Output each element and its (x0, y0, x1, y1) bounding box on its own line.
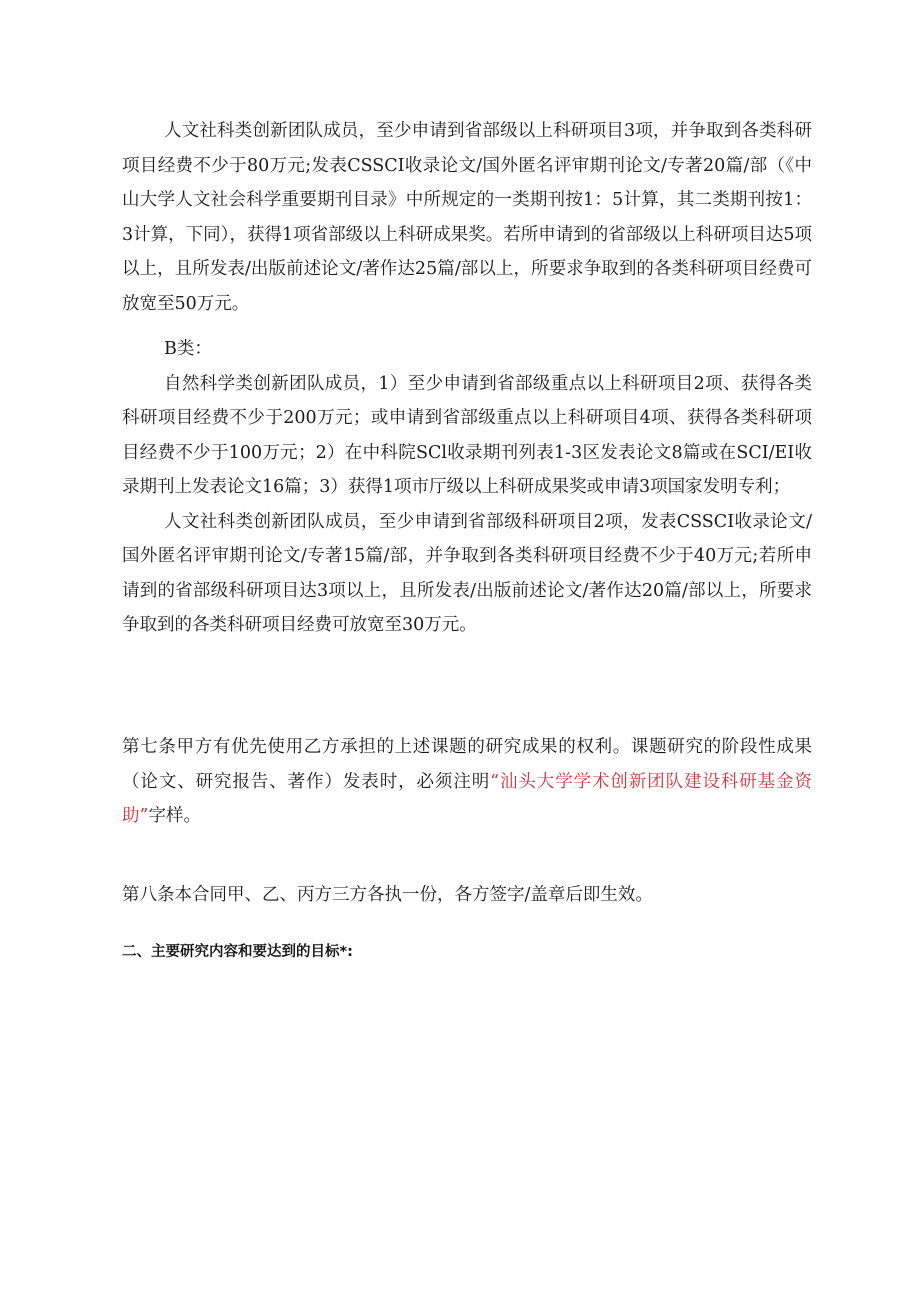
article-7-text: 第七条甲方有优先使用乙方承担的上述课题的研究成果的权利。课题研究的阶段性成果（论文、研究报告、著作）发表时，必须注明 (122, 737, 812, 792)
humanities-requirements-a: 人文社科类创新团队成员，至少申请到省部级以上科研项目3项，并争取到各类科研项目经费不少于80万元;发表CSSCI收录论文/国外匿名评审期刊论文/专著20篇/部（《中山大学人文社会科学重要期刊目录》中所规定的一类期刊按1：5计算，其二类期刊按1：3计算，下同），获得1项省部级以上科研成果奖。若所申请到的省部级以上科研项目达5项以上，且所发表/出版前述论文/著作达25篇/部以上，所要求争取到的各类科研项目经费可放宽至50万元。 (122, 121, 812, 314)
funding-acknowledgement: “汕头大学学术创新团队建设科研基金资助” (122, 771, 812, 826)
humanities-requirements-b: 人文社科类创新团队成员，至少申请到省部级科研项目2项，发表CSSCI收录论文/国外匿名评审期刊论文/专著15篇/部，并争取到各类科研项目经费不少于40万元;若所申请到的省部级科研项目达3项以上，且所发表/出版前述论文/著作达20篇/部以上，所要求争取到的各类科研项目经费可放宽至30万元。 (122, 511, 812, 635)
section-b-block (122, 332, 812, 643)
science-requirements-b: 自然科学类创新团队成员，1）至少申请到省部级重点以上科研项目2项、获得各类科研项目经费不少于200万元；或申请到省部级重点以上科研项目4项、获得各类科研项目经费不少于100万元；2）在中科院SCl收录期刊列表1-3区发表论文8篇或在SCI/EI收录期刊上发表论文16篇；3）获得1项市厅级以上科研成果奖或申请3项国家发明专利； (122, 373, 812, 497)
section-b-label: B类： (164, 339, 212, 359)
article-8 (122, 878, 812, 913)
section-heading: 二、主要研究内容和要达到的目标*: (122, 944, 353, 960)
article-7-paragraph (122, 730, 812, 834)
article-8-paragraph: 第八条本合同甲、乙、丙方三方各执一份，各方签字/盖章后即生效。 (122, 885, 653, 905)
article-7 (122, 730, 812, 834)
section-a-block (122, 114, 812, 321)
article-7-ending: 字样。 (148, 806, 201, 826)
